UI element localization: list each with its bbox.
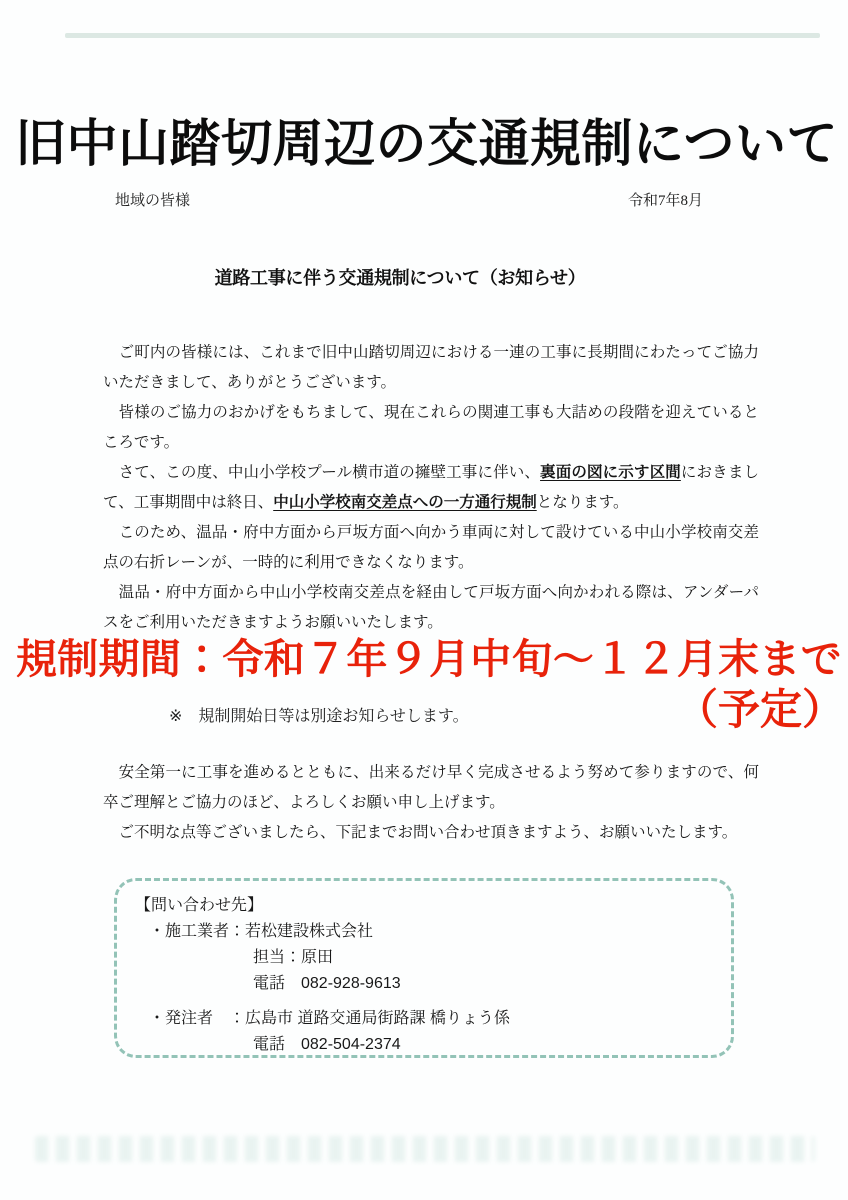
addressee: 地域の皆様 [115,193,191,209]
contact-box-spacer [135,997,713,1006]
contact-box [114,878,734,1058]
contractor-phone-line: 電話 082-928-9613 [253,975,401,992]
restriction-note: ※ 規制開始日等は別途お知らせします。 [169,708,469,725]
body-paragraph-5: 温品・府中方面から中山小学校南交差点を経由して戸坂方面へ向かわれる際は、アンダーパスをご利用いただきますようお願いいたします。 [103,584,759,631]
contractor-line: ・施工業者：若松建設株式会社 [149,923,374,940]
orderer-phone-line: 電話 082-504-2374 [253,1036,401,1053]
body-paragraph-2: 皆様のご協力のおかげをもちまして、現在これらの関連工事も大詰めの段階を迎えているところです。 [103,404,759,451]
closing-paragraph-1: 安全第一に工事を進めるとともに、出来るだけ早く完成させるよう努めて参りますので、何卒ご理解とご協力のほど、よろしくお願い申し上げます。 [103,764,759,811]
restriction-subrow [16,687,844,733]
notice-subtitle: 道路工事に伴う交通規制について（お知らせ） [214,268,586,288]
main-title: 旧中山踏切周辺の交通規制について [15,115,838,172]
body-closing [103,758,759,848]
restriction-headline: 規制期間：令和７年９月中旬～１２月末まで [16,636,842,682]
orderer-line: ・発注者 ：広島市 道路交通局街路課 橋りょう係 [149,1010,510,1027]
header-meta-row [115,189,703,210]
body-main [103,338,759,638]
contact-heading: 【問い合わせ先】 [135,897,264,914]
contractor-person-line: 担当：原田 [253,949,334,966]
restriction-planned-suffix: （予定） [675,686,844,733]
body-paragraph-4: このため、温品・府中方面から戸坂方面へ向かう車両に対して設けている中山小学校南交差点の右折レーンが、一時的に利用できなくなります。 [103,524,759,571]
restriction-section [16,626,844,733]
body-paragraph-1: ご町内の皆様には、これまで旧中山踏切周辺における一連の工事に長期間にわたってご協力いただきまして、ありがとうございます。 [103,344,759,391]
issue-date: 令和7年8月 [627,193,703,209]
top-rule [65,33,820,38]
body-paragraph-3: さて、この度、中山小学校プール横市道の擁壁工事に伴い、裏面の図に示す区間におきまして、工事期間中は終日、中山小学校南交差点への一方通行規制となります。 [103,464,759,511]
page-showthrough-artifact [35,1136,815,1162]
closing-paragraph-2: ご不明な点等ございましたら、下記までお問い合わせ頂きますよう、お願いいたします。 [103,824,738,841]
